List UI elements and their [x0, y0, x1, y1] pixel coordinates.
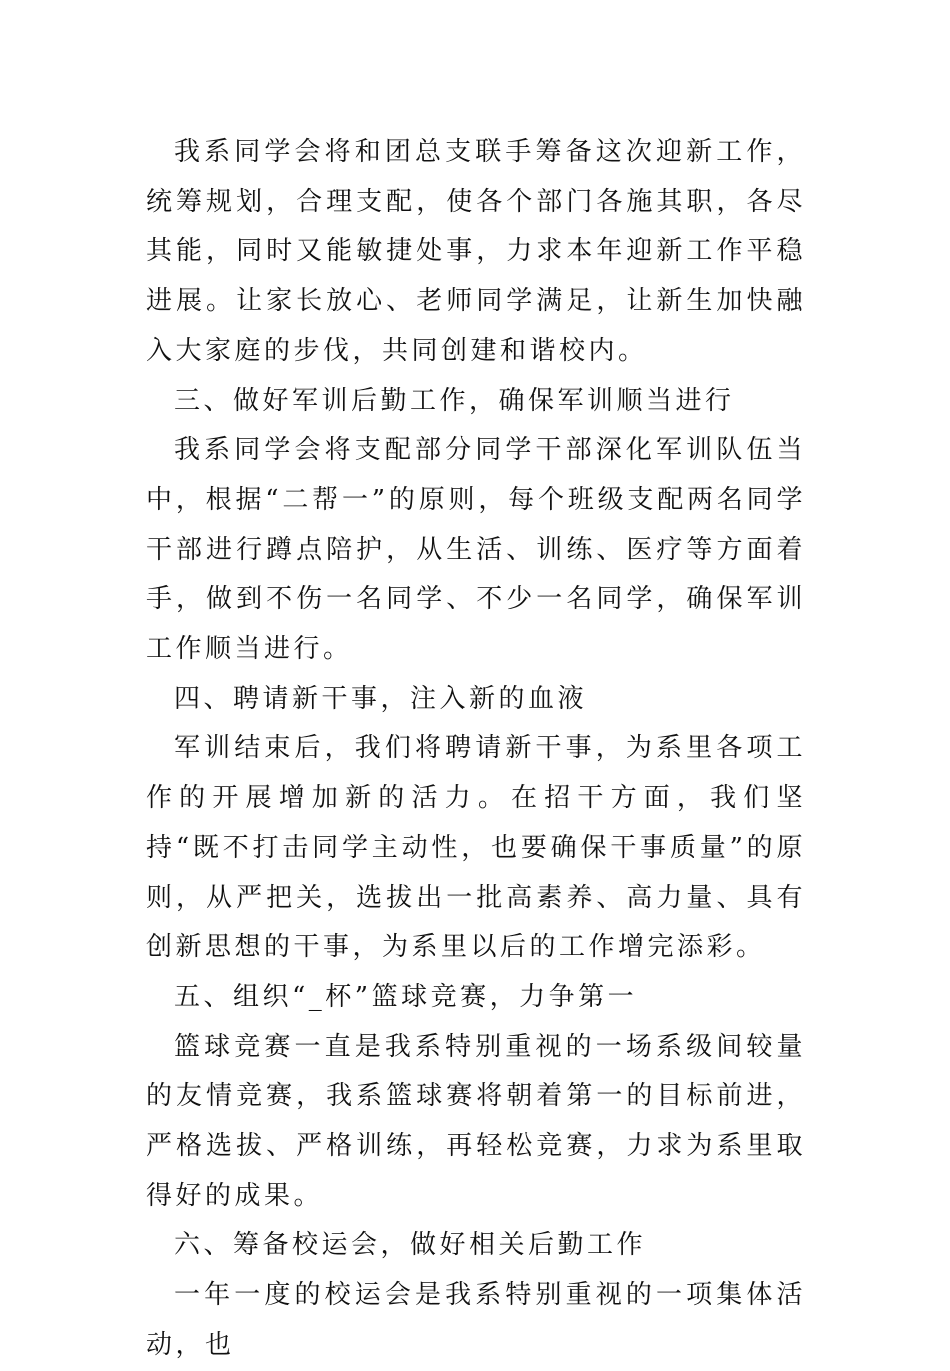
heading-military-training-logistics: 三、做好军训后勤工作，确保军训顺当进行 [174, 385, 735, 416]
paragraph-recruit-new-staff: 军训结束后，我们将聘请新干事，为系里各项工作的开展增加新的活力。在招干方面，我们坚持“既不打击同学主动性，也要确保干事质量”的原则，从严把关，选拔出一批高素养、高力量、具有创新思想的干事，为系里以后的工作增完添彩。 [146, 733, 806, 963]
paragraph-welcome-work: 我系同学会将和团总支联手筹备这次迎新工作，统筹规划，合理支配，使各个部门各施其职，各尽其能，同时又能敏捷处事，力求本年迎新工作平稳进展。让家长放心、老师同学满足，让新生加快融入大家庭的步伐，共同创建和谐校内。 [146, 137, 806, 366]
heading-recruit-new-staff: 四、聘请新干事，注入新的血液 [174, 683, 588, 714]
document-page [146, 128, 806, 1371]
paragraph-sports-meeting: 一年一度的校运会是我系特别重视的一项集体活动，也 [146, 1280, 806, 1360]
heading-basketball-cup: 五、组织“_杯”篮球竞赛，力争第一 [174, 981, 638, 1012]
heading-sports-meeting: 六、筹备校运会，做好相关后勤工作 [174, 1230, 647, 1261]
paragraph-basketball-cup: 篮球竞赛一直是我系特别重视的一场系级间较量的友情竞赛，我系篮球赛将朝着第一的目标前进，严格选拔、严格训练，再轻松竞赛，力求为系里取得好的成果。 [146, 1031, 806, 1211]
paragraph-military-training: 我系同学会将支配部分同学干部深化军训队伍当中，根据“二帮一”的原则，每个班级支配两名同学干部进行蹲点陪护，从生活、训练、医疗等方面着手，做到不伤一名同学、不少一名同学，确保军训工作顺当进行。 [146, 435, 806, 665]
